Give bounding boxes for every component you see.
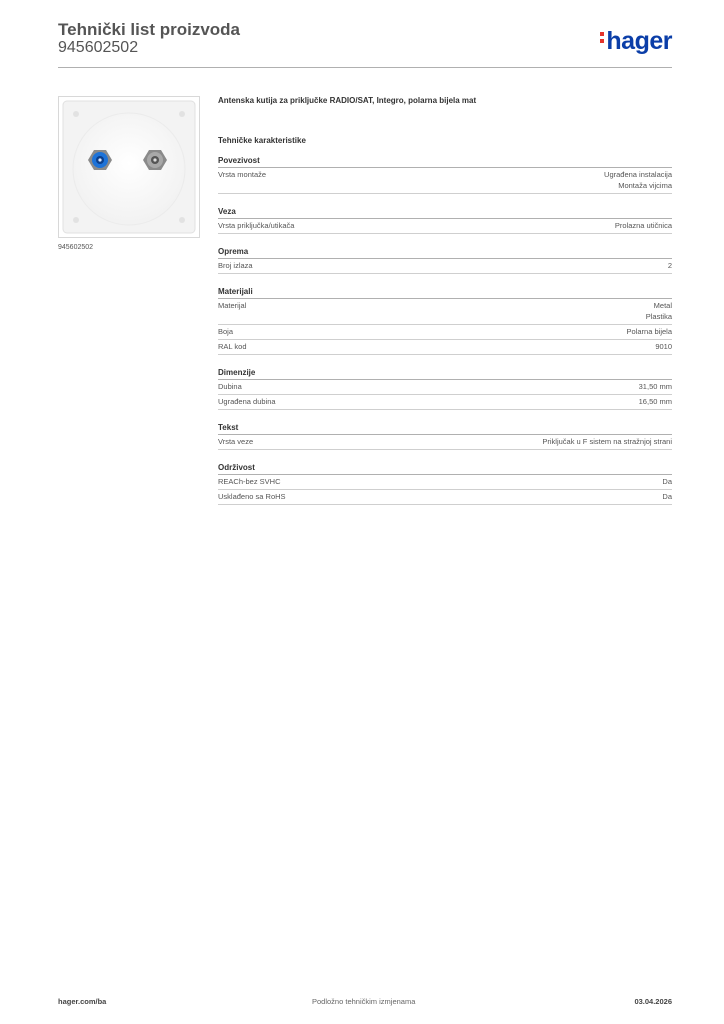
spec-value: [639, 381, 672, 392]
spec-label: Vrsta veze: [218, 437, 254, 446]
page-title: Tehnički list proizvoda: [58, 20, 240, 39]
spec-value: [604, 169, 672, 191]
spec-group: [218, 463, 672, 505]
spec-group-title: Materijali: [218, 287, 672, 299]
spec-row: [218, 299, 672, 325]
spec-value: [646, 300, 672, 322]
footer-website: hager.com/ba: [58, 997, 107, 1006]
spec-label: RAL kod: [218, 342, 247, 351]
spec-group: [218, 247, 672, 274]
footer-date: 03.04.2026: [634, 997, 672, 1006]
spec-group: [218, 423, 672, 450]
spec-row: [218, 325, 672, 340]
spec-label: Broj izlaza: [218, 261, 253, 270]
spec-value: [627, 326, 672, 337]
spec-row: [218, 168, 672, 194]
antenna-socket-image: [59, 97, 199, 237]
logo-text: hager: [606, 27, 672, 55]
spec-value: [542, 436, 672, 447]
spec-group: [218, 156, 672, 194]
spec-row: [218, 380, 672, 395]
spec-value-line: 9010: [655, 342, 672, 351]
spec-value: [615, 220, 672, 231]
spec-value-line: Polarna bijela: [626, 327, 672, 336]
spec-group-title: Veza: [218, 207, 672, 219]
spec-value-line: Metal: [653, 301, 672, 310]
logo-dots-icon: [600, 32, 604, 46]
footer-notice: Podložno tehničkim izmjenama: [312, 997, 416, 1006]
spec-value: [655, 341, 672, 352]
spec-value-line: Ugrađena instalacija: [604, 170, 672, 179]
spec-value: [662, 491, 672, 502]
hager-logo: [600, 27, 672, 56]
spec-groups: [218, 156, 672, 505]
spec-value-line: 31,50 mm: [638, 382, 672, 391]
spec-label: Materijal: [218, 301, 247, 310]
spec-group-title: Oprema: [218, 247, 672, 259]
image-caption: 945602502: [58, 244, 94, 251]
spec-value-line: 16,50 mm: [638, 397, 672, 406]
spec-group: [218, 207, 672, 234]
spec-value: [662, 476, 672, 487]
spec-label: Dubina: [218, 382, 242, 391]
product-code: 945602502: [58, 39, 139, 56]
spec-sheet: [218, 96, 672, 505]
spec-value-line: Plastika: [645, 312, 672, 321]
spec-value-line: Priključak u F sistem na stražnjoj strani: [542, 437, 672, 446]
spec-row: [218, 340, 672, 355]
spec-label: Usklađeno sa RoHS: [218, 492, 286, 501]
spec-group: [218, 287, 672, 355]
spec-row: [218, 219, 672, 234]
product-image: [58, 96, 200, 238]
spec-label: Boja: [218, 327, 234, 336]
spec-value: [639, 396, 672, 407]
spec-row: [218, 395, 672, 410]
spec-row: [218, 435, 672, 450]
spec-value-line: 2: [667, 261, 672, 270]
spec-label: Vrsta priključka/utikača: [218, 221, 295, 230]
spec-group-title: Povezivost: [218, 156, 672, 168]
spec-label: REACh-bez SVHC: [218, 477, 281, 486]
section-heading: Tehničke karakteristike: [218, 136, 306, 145]
spec-value-line: Prolazna utičnica: [614, 221, 672, 230]
spec-value-line: Montaža vijcima: [618, 181, 672, 190]
spec-label: Ugrađena dubina: [218, 397, 276, 406]
spec-group-title: Održivost: [218, 463, 672, 475]
spec-group: [218, 368, 672, 410]
spec-value-line: Da: [662, 492, 672, 501]
spec-value: [668, 260, 672, 271]
product-description: Antenska kutija za priključke RADIO/SAT, Integro, polarna bijela mat: [218, 96, 477, 105]
spec-row: [218, 259, 672, 274]
spec-value-line: Da: [662, 477, 672, 486]
spec-group-title: Tekst: [218, 423, 672, 435]
header-divider: [58, 67, 672, 68]
spec-row: [218, 475, 672, 490]
spec-label: Vrsta montaže: [218, 170, 267, 179]
spec-row: [218, 490, 672, 505]
spec-group-title: Dimenzije: [218, 368, 672, 380]
